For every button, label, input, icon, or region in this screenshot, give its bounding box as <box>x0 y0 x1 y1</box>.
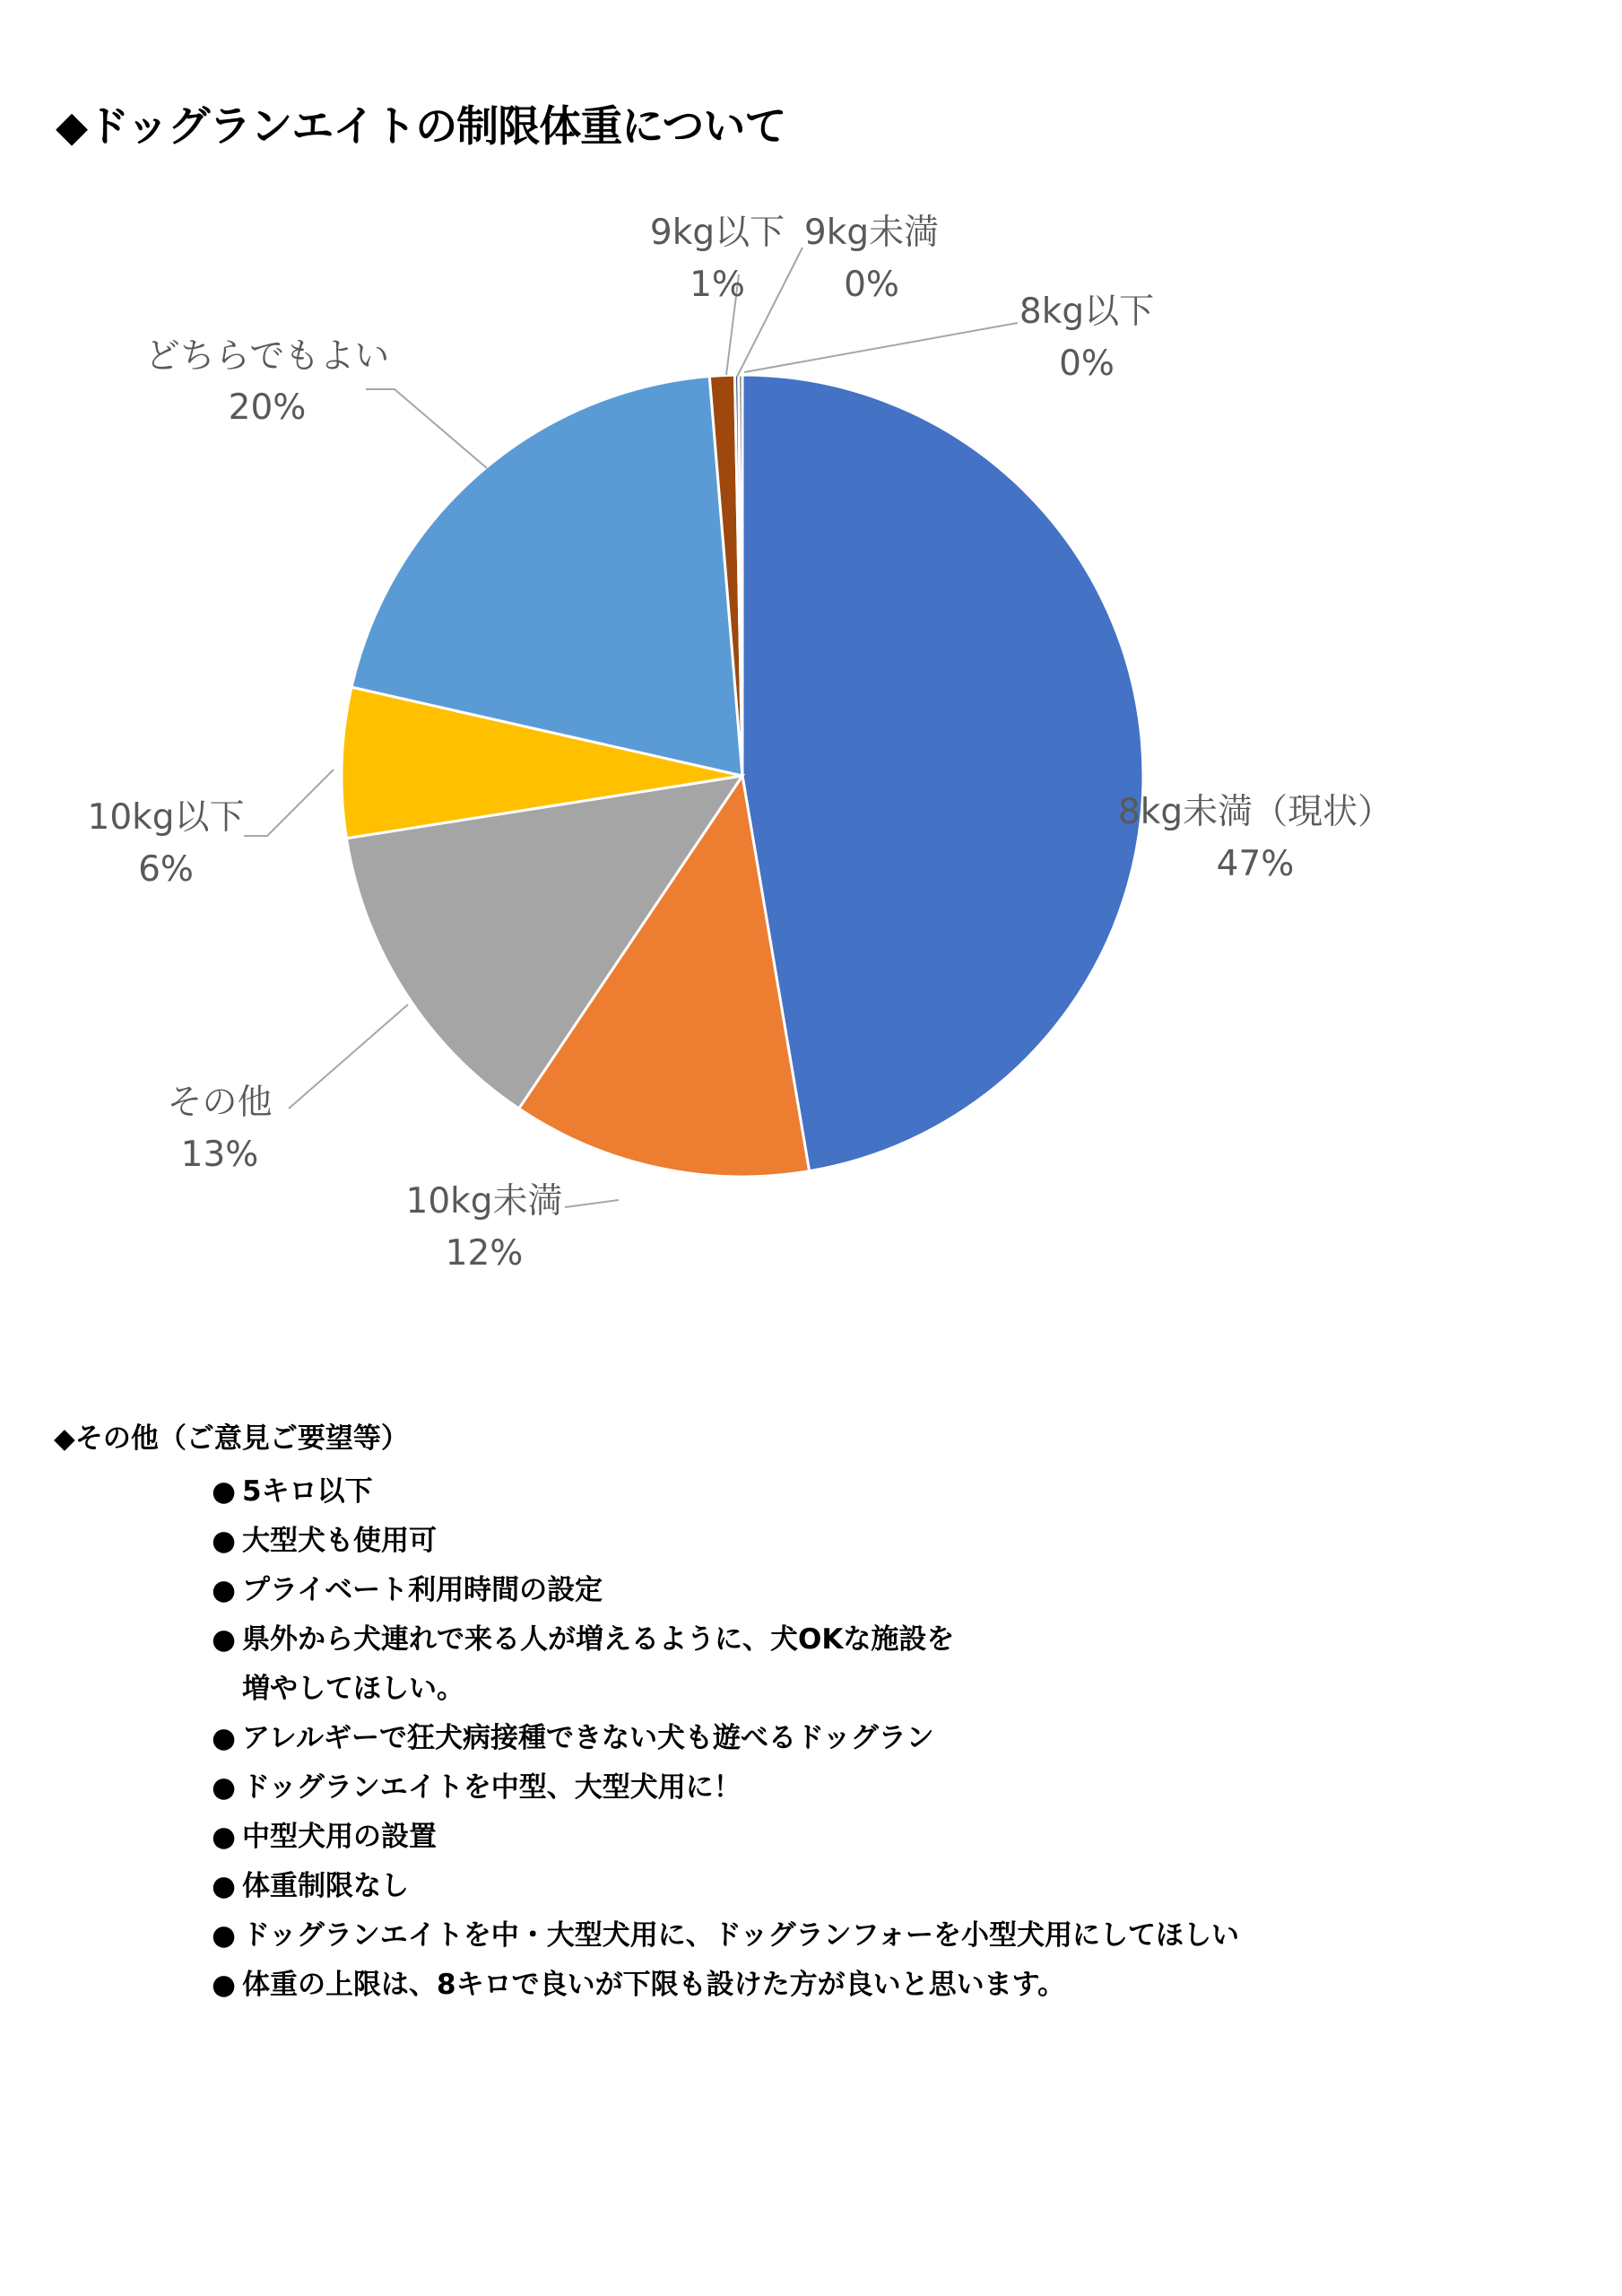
slice-percent-label: 1% <box>690 265 745 305</box>
comment-text: アレルギーで狂犬病接種できない犬も遊べるドッグラン <box>242 1722 934 1754</box>
slice-category-label: 10kg以下 <box>87 797 245 838</box>
comment-text: 県外から犬連れで来る人が増えるように、犬OKな施設を 増やしてほしい。 <box>242 1623 955 1705</box>
leader-line <box>366 389 487 468</box>
bullet-icon: ● <box>212 1771 237 1804</box>
slice-percent-label: 13% <box>180 1135 259 1175</box>
bullet-icon: ● <box>212 1969 237 2001</box>
bullet-icon: ● <box>212 1574 237 1606</box>
comment-item <box>212 1911 1512 1961</box>
comment-item <box>212 1467 1512 1517</box>
comment-item <box>212 1862 1512 1911</box>
comments-list <box>212 1467 1512 2010</box>
slice-category-label: 8kg以下 <box>1019 291 1155 332</box>
bullet-icon: ● <box>212 1475 237 1508</box>
comment-text: 大型犬も使用可 <box>242 1525 437 1557</box>
slice-percent-label: 0% <box>1059 344 1115 384</box>
leader-line <box>744 323 1018 372</box>
pie-slice <box>742 375 1143 1171</box>
bullet-icon: ● <box>212 1722 237 1754</box>
comment-text: ドッグランエイトを中・大型犬用に、ドッグランフォーを小型犬用にしてほしい <box>242 1919 1239 1952</box>
page-title: ◆ドッグランエイトの制限体重について <box>56 102 786 152</box>
slice-category-label: どちらでもよい <box>144 336 390 377</box>
comment-text: 体重制限なし <box>242 1870 409 1902</box>
comment-text: 体重の上限は、8キロで良いが下限も設けた方が良いと思います。 <box>242 1969 1066 2001</box>
slice-category-label: 9kg以下 <box>649 213 785 253</box>
slice-percent-label: 12% <box>445 1233 524 1274</box>
leader-line <box>289 1004 408 1109</box>
bullet-icon: ● <box>212 1525 237 1557</box>
comment-item <box>212 1763 1512 1813</box>
slice-percent-label: 47% <box>1216 844 1295 884</box>
slice-category-label: その他 <box>167 1083 273 1123</box>
leader-line <box>244 770 334 836</box>
comment-text: プライベート利用時間の設定 <box>242 1574 603 1606</box>
comments-heading: ◆その他（ご意見ご要望等） <box>54 1422 409 1455</box>
slice-percent-label: 20% <box>228 387 307 428</box>
slice-percent-label: 6% <box>138 849 194 890</box>
comment-item <box>212 1566 1512 1615</box>
comment-item <box>212 1813 1512 1862</box>
slice-category-label: 9kg未満 <box>803 213 940 253</box>
comment-text: ドッグランエイトを中型、大型犬用に！ <box>242 1771 742 1804</box>
comment-item <box>212 1615 1512 1714</box>
comment-text: 中型犬用の設置 <box>242 1821 437 1853</box>
slice-category-label: 8kg未満（現状） <box>1117 792 1393 832</box>
bullet-icon: ● <box>212 1623 237 1656</box>
comment-item <box>212 1961 1512 2010</box>
leader-line <box>737 248 802 377</box>
comment-item <box>212 1714 1512 1763</box>
bullet-icon: ● <box>212 1870 237 1902</box>
leader-line <box>565 1200 619 1207</box>
comment-text: 5キロ以下 <box>242 1475 373 1508</box>
slice-percent-label: 0% <box>844 265 899 305</box>
bullet-icon: ● <box>212 1919 237 1952</box>
bullet-icon: ● <box>212 1821 237 1853</box>
slice-category-label: 10kg未満 <box>405 1181 563 1222</box>
comment-item <box>212 1517 1512 1566</box>
